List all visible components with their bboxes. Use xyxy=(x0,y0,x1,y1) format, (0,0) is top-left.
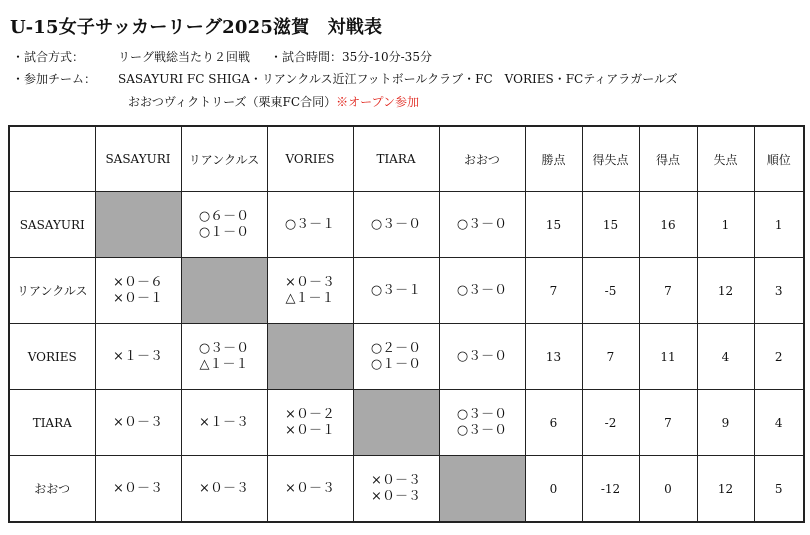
goals-for-cell: 16 xyxy=(639,192,697,258)
match-result-cell: ○３－０ ○３－０ xyxy=(439,390,525,456)
format-value: リーグ戦総当たり２回戦 xyxy=(118,50,251,64)
table-row xyxy=(9,390,804,456)
match-format-line xyxy=(12,48,432,65)
match-result-cell: ○３－０ xyxy=(439,258,525,324)
header-team: SASAYURI xyxy=(95,126,181,192)
header-rank: 順位 xyxy=(754,126,804,192)
self-match-cell xyxy=(353,390,439,456)
teams-value: SASAYURI FC SHIGA・リアンクルス近江フットボールクラブ・FC VORIES・FCティアラガールズ xyxy=(118,72,678,86)
goals-for-cell: 7 xyxy=(639,390,697,456)
row-team-name: リアンクルス xyxy=(9,258,95,324)
match-result-cell: ○２－０ ○１－０ xyxy=(353,324,439,390)
goals-against-cell: 12 xyxy=(697,258,754,324)
match-result-cell: ○３－０ xyxy=(353,192,439,258)
header-corner xyxy=(9,126,95,192)
goals-against-cell: 4 xyxy=(697,324,754,390)
match-result-cell: ×０－３ xyxy=(181,456,267,523)
match-result-cell: ×０－３ xyxy=(95,456,181,523)
goals-against-cell: 1 xyxy=(697,192,754,258)
match-result-cell: ×０－３ ×０－３ xyxy=(353,456,439,523)
goal-diff-cell: 15 xyxy=(582,192,639,258)
match-result-cell: ○３－１ xyxy=(353,258,439,324)
row-team-name: VORIES xyxy=(9,324,95,390)
match-result-cell: ×１－３ xyxy=(181,390,267,456)
header-goals-against: 失点 xyxy=(697,126,754,192)
match-result-cell: ×０－３ xyxy=(267,456,353,523)
match-result-cell: ×１－３ xyxy=(95,324,181,390)
league-results-table xyxy=(8,125,805,523)
goal-diff-cell: -2 xyxy=(582,390,639,456)
points-cell: 0 xyxy=(525,456,582,523)
row-team-name: SASAYURI xyxy=(9,192,95,258)
teams-line xyxy=(12,70,678,87)
rank-cell: 3 xyxy=(754,258,804,324)
teams-label: ・参加チーム： xyxy=(12,72,97,86)
row-team-name: おおつ xyxy=(9,456,95,523)
table-row xyxy=(9,324,804,390)
time-label: ・試合時間： xyxy=(270,50,343,64)
header-points: 勝点 xyxy=(525,126,582,192)
match-result-cell: ○６－０ ○１－０ xyxy=(181,192,267,258)
rank-cell: 2 xyxy=(754,324,804,390)
format-label: ・試合方式： xyxy=(12,50,85,64)
table-row xyxy=(9,258,804,324)
self-match-cell xyxy=(181,258,267,324)
page-title: U-15女子サッカーリーグ2025滋賀 対戦表 xyxy=(10,17,383,38)
rank-cell: 1 xyxy=(754,192,804,258)
table-row xyxy=(9,456,804,523)
self-match-cell xyxy=(439,456,525,523)
header-row xyxy=(9,126,804,192)
header-team: TIARA xyxy=(353,126,439,192)
row-team-name: TIARA xyxy=(9,390,95,456)
goals-for-cell: 7 xyxy=(639,258,697,324)
goals-for-cell: 11 xyxy=(639,324,697,390)
goal-diff-cell: 7 xyxy=(582,324,639,390)
self-match-cell xyxy=(267,324,353,390)
match-result-cell: ○３－１ xyxy=(267,192,353,258)
rank-cell: 5 xyxy=(754,456,804,523)
goal-diff-cell: -5 xyxy=(582,258,639,324)
table-row xyxy=(9,192,804,258)
match-result-cell: ×０－２ ×０－１ xyxy=(267,390,353,456)
match-result-cell: ×０－３ xyxy=(95,390,181,456)
points-cell: 7 xyxy=(525,258,582,324)
time-value: 35分-10分-35分 xyxy=(342,50,432,64)
goals-against-cell: 12 xyxy=(697,456,754,523)
match-result-cell: ○３－０ xyxy=(439,192,525,258)
points-cell: 6 xyxy=(525,390,582,456)
header-team: おおつ xyxy=(439,126,525,192)
header-team: リアンクルス xyxy=(181,126,267,192)
match-result-cell: ○３－０ xyxy=(439,324,525,390)
match-result-cell: ○３－０ △１－１ xyxy=(181,324,267,390)
points-cell: 15 xyxy=(525,192,582,258)
teams-value-2: おおつヴィクトリーズ（栗東FC合同） xyxy=(128,95,337,109)
header-goals-for: 得点 xyxy=(639,126,697,192)
points-cell: 13 xyxy=(525,324,582,390)
goal-diff-cell: -12 xyxy=(582,456,639,523)
open-participation-note: ※オープン参加 xyxy=(336,95,419,109)
teams-line-2 xyxy=(128,93,419,110)
goals-against-cell: 9 xyxy=(697,390,754,456)
match-result-cell: ×０－３ △１－１ xyxy=(267,258,353,324)
rank-cell: 4 xyxy=(754,390,804,456)
header-team: VORIES xyxy=(267,126,353,192)
match-result-cell: ×０－６ ×０－１ xyxy=(95,258,181,324)
goals-for-cell: 0 xyxy=(639,456,697,523)
self-match-cell xyxy=(95,192,181,258)
header-goal-diff: 得失点 xyxy=(582,126,639,192)
